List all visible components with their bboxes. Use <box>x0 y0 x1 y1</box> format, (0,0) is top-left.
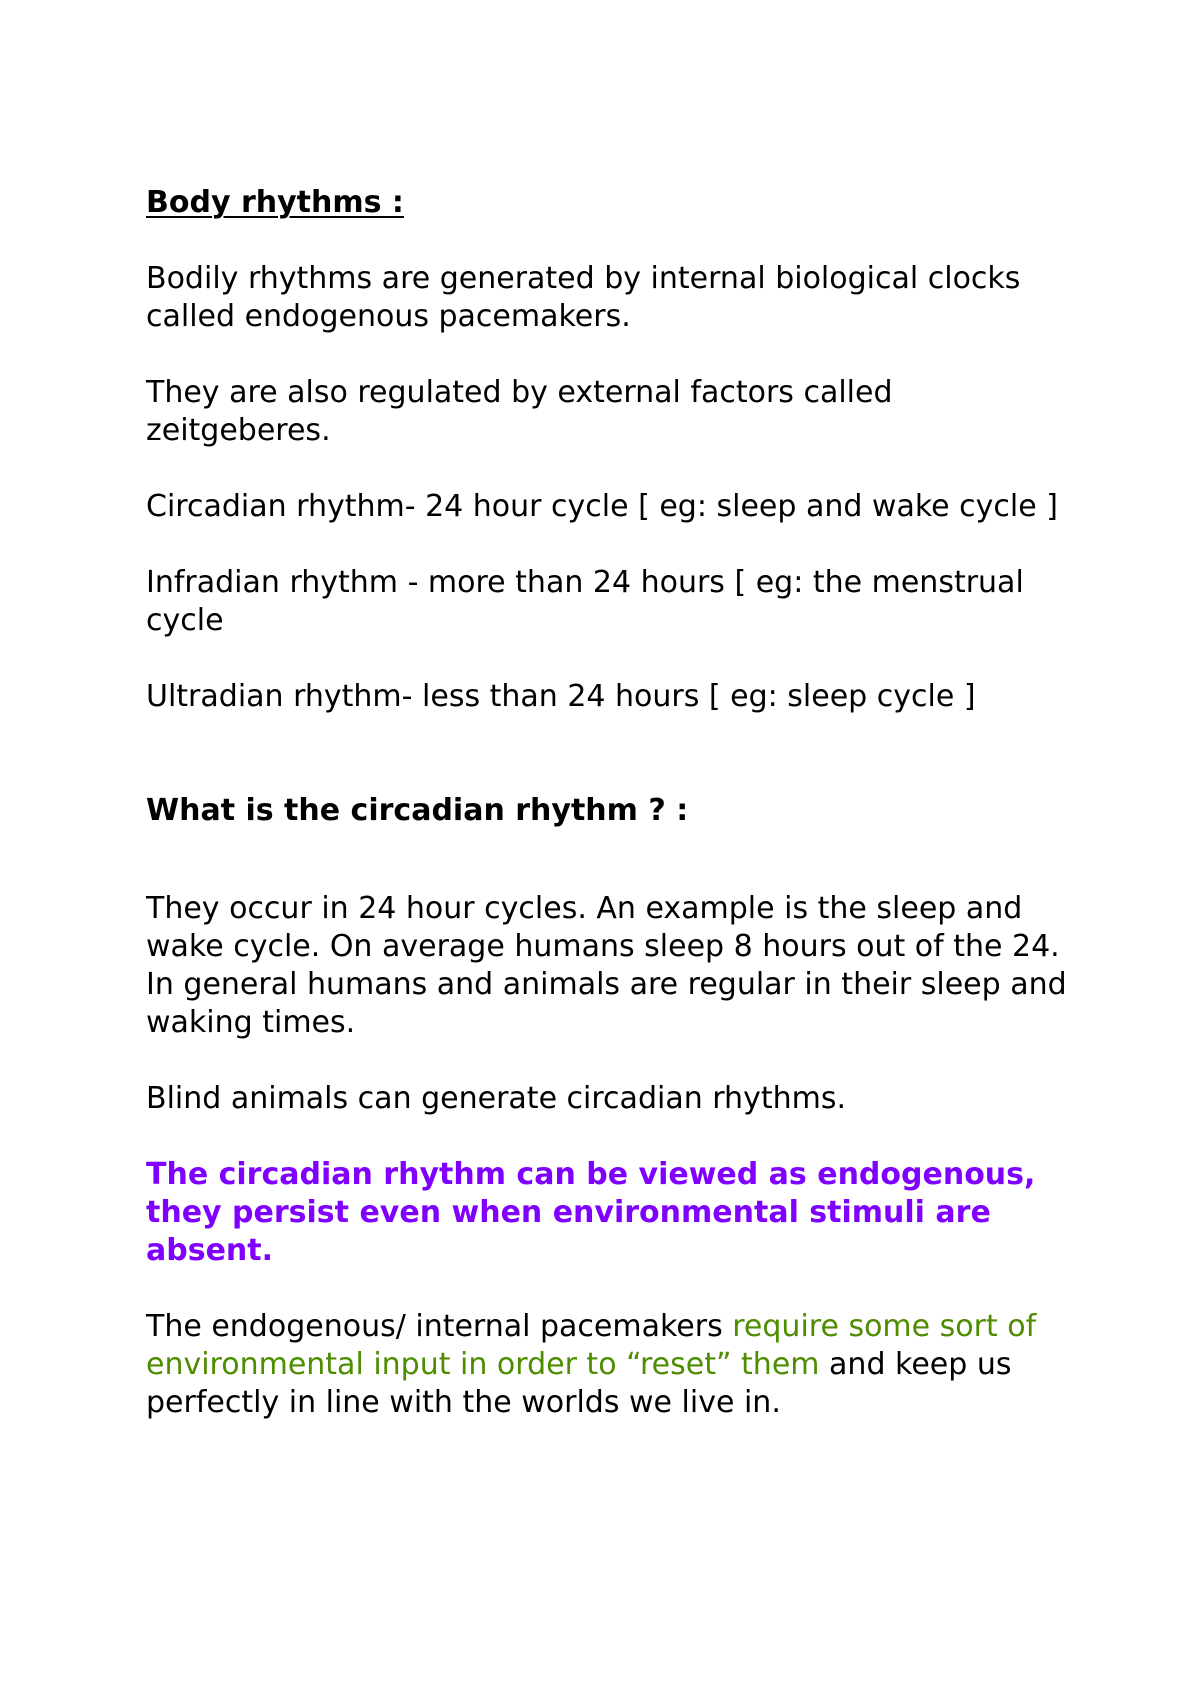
paragraph-blind-animals: Blind animals can generate circadian rhythms. <box>146 1081 846 1116</box>
paragraph-pacemakers <box>146 1308 1086 1422</box>
paragraph-bodily-rhythms: Bodily rhythms are generated by internal biological clocks called endogenous pacemakers. <box>146 261 1021 334</box>
paragraph-24-hour-cycles: They occur in 24 hour cycles. An example is the sleep and wake cycle. On average humans sleep 8 hours out of the 24. In general humans and animals are regular in their sleep and waking times. <box>146 891 1067 1040</box>
document-body <box>146 184 1086 1422</box>
heading-body-rhythms: Body rhythms : <box>146 185 404 220</box>
paragraph-infradian: Infradian rhythm - more than 24 hours [ eg: the menstrual cycle <box>146 565 1024 638</box>
pacemakers-text-end: and keep us perfectly in line with the worlds we live in. <box>146 1347 1012 1420</box>
paragraph-highlight-endogenous: The circadian rhythm can be viewed as endogenous, they persist even when environmental stimuli are absent. <box>146 1157 1036 1268</box>
paragraph-circadian: Circadian rhythm- 24 hour cycle [ eg: sleep and wake cycle ] <box>146 489 1058 524</box>
pacemakers-text-green: require some sort of environmental input in order to “reset” them <box>146 1309 1037 1382</box>
pacemakers-text-start: The endogenous/ internal pacemakers <box>146 1309 733 1344</box>
heading-what-is-circadian: What is the circadian rhythm ? : <box>146 793 689 828</box>
paragraph-ultradian: Ultradian rhythm- less than 24 hours [ eg: sleep cycle ] <box>146 679 976 714</box>
paragraph-zeitgebers: They are also regulated by external factors called zeitgeberes. <box>146 375 893 448</box>
